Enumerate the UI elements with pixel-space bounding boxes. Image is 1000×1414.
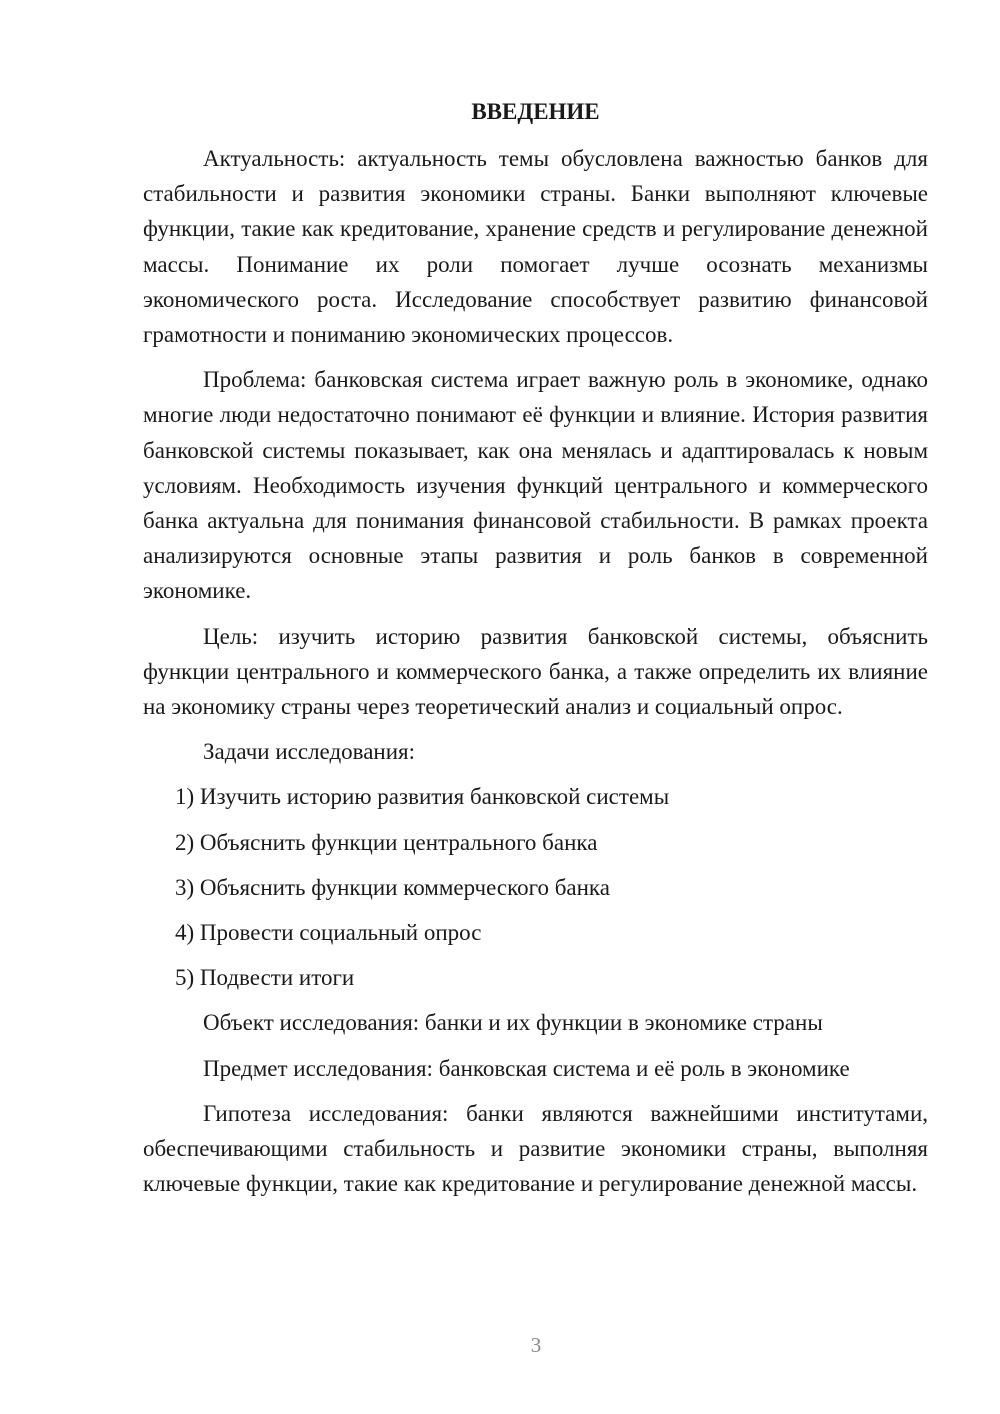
page-number: 3 <box>530 1333 542 1357</box>
task-item-2: 2) Объяснить функции центрального банка <box>175 829 598 855</box>
research-object: Объект исследования: банки и их функции в экономике страны <box>203 1010 823 1036</box>
paragraph-goal: Цель: изучить историю развития банковской системы, объяснить функции центрального и коммерческого банка, а также определить их влияние на экономику страны через теоретический анализ и социальный опрос. <box>143 623 928 720</box>
tasks-heading: Задачи исследования: <box>203 739 416 765</box>
paragraph-hypothesis: Гипотеза исследования: банки являются важнейшими институтами, обеспечивающими стабильность и развитие экономики страны, выполняя ключевые функции, такие как кредитование и регулирование денежной массы. <box>143 1100 928 1197</box>
research-subject: Предмет исследования: банковская система и её роль в экономике <box>203 1055 850 1081</box>
section-title: ВВЕДЕНИЕ <box>471 99 600 124</box>
task-item-5: 5) Подвести итоги <box>175 965 355 991</box>
page-content <box>143 94 928 1211</box>
paragraph-problem: Проблема: банковская система играет важную роль в экономике, однако многие люди недостаточно понимают её функции и влияние. История развития банковской системы показывает, как она менялась и адаптировалась к новым условиям. Необходимость изучения функций центрального и коммерческого банка актуальна для понимания финансовой стабильности. В рамках проекта анализируются основные этапы развития и роль банков в современной экономике. <box>143 367 928 604</box>
paragraph-relevance: Актуальность: актуальность темы обусловлена важностью банков для стабильности и развития экономики страны. Банки выполняют ключевые функции, такие как кредитование, хранение средств и регулирование денежной массы. Понимание их роли помогает лучше осознать механизмы экономического роста. Исследование способствует развитию финансовой грамотности и пониманию экономических процессов. <box>143 146 928 348</box>
task-item-4: 4) Провести социальный опрос <box>175 920 482 946</box>
task-item-1: 1) Изучить историю развития банковской системы <box>175 784 670 810</box>
task-item-3: 3) Объяснить функции коммерческого банка <box>175 874 610 900</box>
